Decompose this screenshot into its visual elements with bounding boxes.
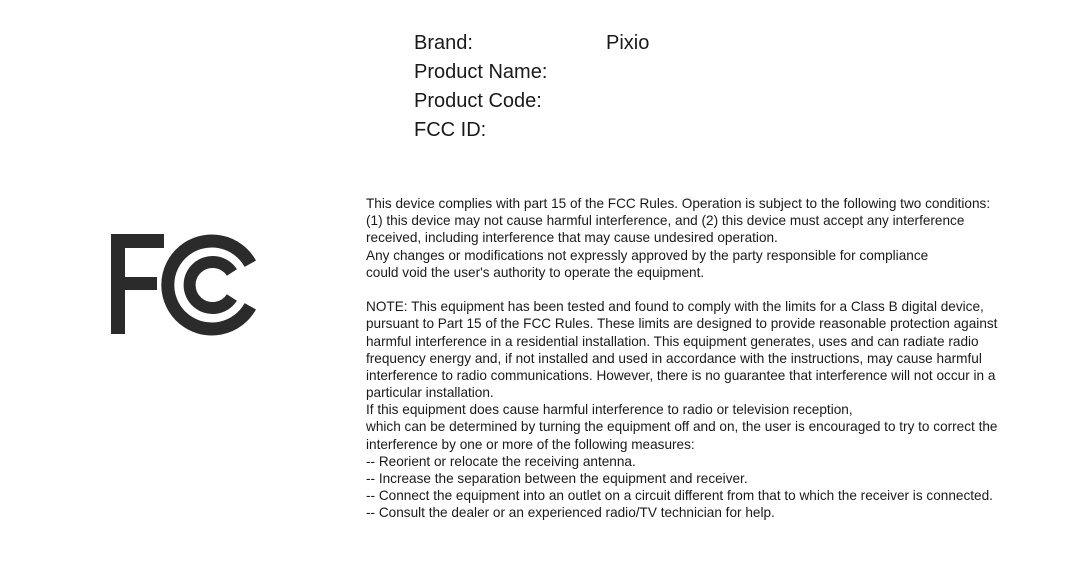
product-info-table	[414, 29, 649, 145]
note-line: NOTE: This equipment has been tested and found to comply with the limits for a Class B digital device,	[366, 299, 984, 315]
product-code-row	[414, 87, 649, 116]
brand-row	[414, 29, 649, 58]
note-line: which can be determined by turning the equipment off and on, the user is encouraged to try to correct the	[366, 419, 998, 435]
fcc-id-row	[414, 116, 649, 145]
brand-value: Pixio	[606, 32, 650, 54]
brand-label: Brand:	[414, 32, 473, 54]
note-paragraph	[366, 298, 1066, 521]
product-name-label: Product Name:	[414, 61, 548, 83]
note-line: pursuant to Part 15 of the FCC Rules. These limits are designed to provide reasonable protection against	[366, 316, 998, 332]
measure-item: -- Connect the equipment into an outlet on a circuit different from that to which the receiver is connected.	[366, 488, 993, 504]
statement-line: received, including interference that may cause undesired operation.	[366, 230, 778, 246]
measure-item: -- Increase the separation between the equipment and receiver.	[366, 471, 748, 486]
note-line: If this equipment does cause harmful interference to radio or television reception,	[366, 402, 853, 418]
note-line: interference by one or more of the following measures:	[366, 436, 695, 452]
part15-paragraph	[366, 195, 1066, 281]
product-code-label: Product Code:	[414, 90, 542, 112]
measure-item: -- Consult the dealer or an experienced radio/TV technician for help.	[366, 505, 775, 521]
note-line: interference to radio communications. However, there is no guarantee that interference will not occur in a	[366, 367, 996, 383]
fcc-compliance-statement	[366, 195, 1066, 522]
product-name-row	[414, 58, 649, 87]
note-line: particular installation.	[366, 385, 494, 401]
statement-line: (1) this device may not cause harmful interference, and (2) this device must accept any interference	[366, 213, 965, 229]
fcc-id-label: FCC ID:	[414, 119, 487, 141]
note-line: harmful interference in a residential installation. This equipment generates, uses and can radiate radio	[366, 333, 979, 349]
fcc-logo-icon	[110, 232, 256, 338]
note-line: frequency energy and, if not installed and used in accordance with the instructions, may cause harmful	[366, 350, 982, 366]
statement-line: Any changes or modifications not expressly approved by the party responsible for compliance	[366, 247, 929, 263]
measure-item: -- Reorient or relocate the receiving antenna.	[366, 453, 636, 469]
paragraph-gap	[366, 281, 1066, 298]
statement-line: This device complies with part 15 of the FCC Rules. Operation is subject to the following two conditions:	[366, 196, 991, 211]
statement-line: could void the user's authority to operate the equipment.	[366, 264, 705, 280]
